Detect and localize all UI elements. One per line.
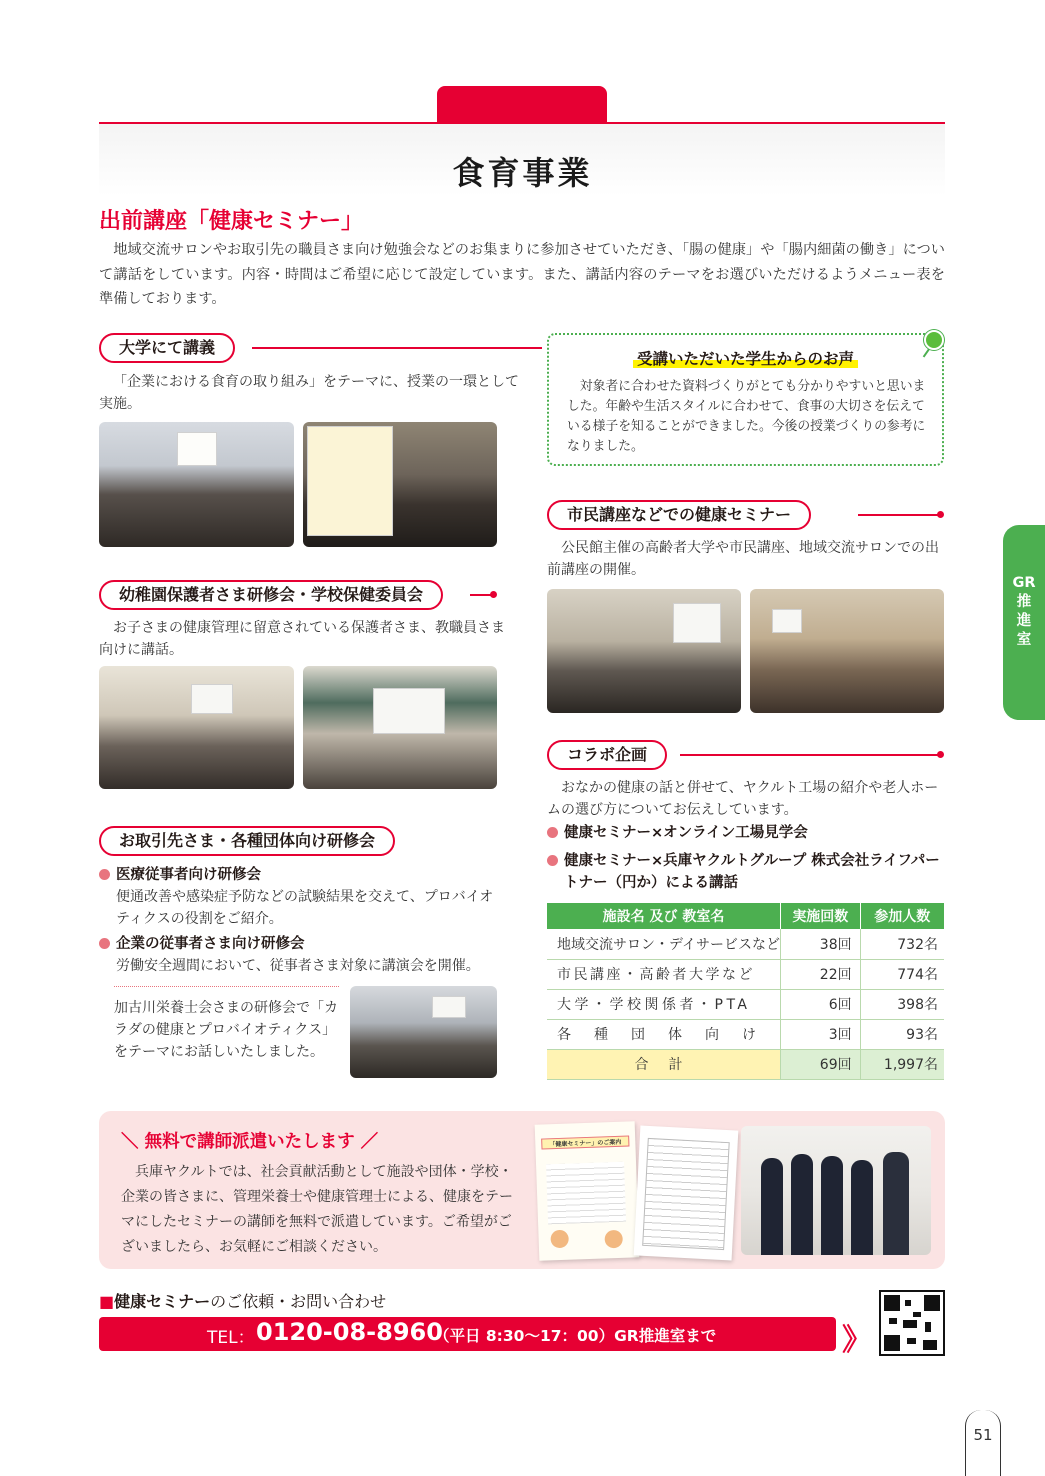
citizen-photo-2 xyxy=(750,589,944,713)
mascot-icon xyxy=(550,1230,569,1249)
projector-screen xyxy=(373,688,445,734)
inquiry-label-rest: のご依頼・お問い合わせ xyxy=(210,1292,387,1311)
flyer-title: 「健康セミナー」のご案内 xyxy=(541,1135,629,1149)
qr-code-icon[interactable] xyxy=(879,1290,945,1356)
table-cell: 地域交流サロン・デイサービスなど xyxy=(547,929,781,959)
bullet-dot xyxy=(547,855,558,866)
collab-bullet-2 xyxy=(547,850,947,894)
double-chevron-right-icon: 》 xyxy=(842,1323,872,1358)
table-row xyxy=(547,989,944,1019)
heading-collab: コラボ企画 xyxy=(547,740,667,770)
inquiry-label-bold: 健康セミナー xyxy=(114,1292,211,1311)
collab-bullet-2-text: 健康セミナー×兵庫ヤクルトグループ 株式会社ライフパートナー（円か）による講話 xyxy=(564,853,940,891)
mascot-icon xyxy=(604,1230,623,1249)
table-header: 施設名 及び 教室名 xyxy=(547,903,781,929)
divider xyxy=(114,986,339,987)
side-index-tab-label: GR推進室 xyxy=(1012,575,1036,648)
header-tab-decoration xyxy=(437,86,607,124)
table-row xyxy=(547,929,944,959)
kindergarten-text: お子さまの健康管理に留意されている保護者さま、教職員さま向けに講話。 xyxy=(99,620,505,658)
page-title: 食育事業 xyxy=(452,154,593,192)
inquiry-label xyxy=(99,1289,386,1312)
seminar-menu-sheet-image xyxy=(634,1126,739,1261)
heading-dot xyxy=(937,511,944,518)
table-header-row xyxy=(547,903,944,929)
heading-dot xyxy=(490,591,497,598)
university-photo-1 xyxy=(99,422,294,547)
table-cell: 398名 xyxy=(860,989,944,1019)
citizen-text: 公民館主催の高齢者大学や市民講座、地域交流サロンでの出前講座の開催。 xyxy=(547,540,939,578)
collab-bullet-1 xyxy=(547,823,808,844)
collab-text: おなかの健康の話と併せて、ヤクルト工場の紹介や老人ホームの選び方についてお伝えしています。 xyxy=(547,780,939,818)
bullet-dot xyxy=(547,827,558,838)
free-dispatch-title: ＼ 無料で講師派遣いたします ／ xyxy=(121,1132,379,1152)
clients-item2-text: 労働安全週間において、従事者さま対象に講演会を開催。 xyxy=(116,958,480,974)
table-row xyxy=(547,959,944,989)
table-cell: 1,997名 xyxy=(860,1049,944,1079)
table-cell: 732名 xyxy=(860,929,944,959)
inquiry-square-icon: ■ xyxy=(99,1292,115,1311)
kindergarten-photo-1 xyxy=(99,666,294,789)
collab-bullet-1-text: 健康セミナー×オンライン工場見学会 xyxy=(564,825,808,841)
projector-screen xyxy=(177,432,217,466)
table-cell: 22回 xyxy=(781,959,861,989)
staff-figure xyxy=(761,1158,783,1255)
heading-kindergarten: 幼稚園保護者さま研修会・学校保健委員会 xyxy=(99,580,443,610)
staff-figure xyxy=(883,1152,909,1255)
table-cell: 774名 xyxy=(860,959,944,989)
student-voice-text: 対象者に合わせた資料づくりがとても分かりやすいと思いました。年齢や生活スタイルに合わせて、食事の大切さを伝えている様子を知ることができました。今後の授業づくりの参考になりました。 xyxy=(567,379,926,454)
table-cell: 38回 xyxy=(781,929,861,959)
seminar-stats-table xyxy=(547,903,944,1080)
bullet-dot xyxy=(99,938,110,949)
projector-screen xyxy=(772,609,802,633)
table-cell: 69回 xyxy=(781,1049,861,1079)
clients-item2-label: 企業の従事者さま向け研修会 xyxy=(116,936,305,952)
projector-screen xyxy=(191,684,233,714)
projector-screen xyxy=(673,603,721,643)
staff-figure xyxy=(791,1154,813,1255)
clients-note: 加古川栄養士会さまの研修会で「カラダの健康とプロバイオティクス」をテーマにお話しいたしました。 xyxy=(114,1000,338,1060)
heading-university: 大学にて講義 xyxy=(99,333,235,363)
student-voice-box xyxy=(547,333,944,466)
clients-item1-title xyxy=(99,865,261,886)
table-cell: 93名 xyxy=(860,1019,944,1049)
tel-bar[interactable] xyxy=(99,1317,836,1351)
heading-citizen: 市民講座などでの健康セミナー xyxy=(547,500,811,530)
university-text: 「企業における食育の取り組み」をテーマに、授業の一環として実施。 xyxy=(99,374,519,412)
heading-line xyxy=(858,514,940,516)
student-voice-title-text: 受講いただいた学生からのお声 xyxy=(633,350,858,368)
table-cell: 6回 xyxy=(781,989,861,1019)
tel-label: TEL： xyxy=(207,1328,255,1348)
page-number: 51 xyxy=(973,1426,993,1444)
table-row xyxy=(547,1019,944,1049)
staff-figure xyxy=(851,1160,873,1255)
table-total-row xyxy=(547,1049,944,1079)
table-header: 参加人数 xyxy=(860,903,944,929)
citizen-photo-1 xyxy=(547,589,741,713)
heading-clients: お取引先さま・各種団体向け研修会 xyxy=(99,826,395,856)
university-photo-2 xyxy=(303,422,497,547)
flyer-body xyxy=(546,1162,626,1225)
table-cell: 各種団体向け xyxy=(547,1019,781,1049)
clients-item1-label: 医療従事者向け研修会 xyxy=(116,867,261,883)
clients-item1-text: 便通改善や感染症予防などの試験結果を交えて、プロバイオティクスの役割をご紹介。 xyxy=(116,889,494,927)
clients-item2-title xyxy=(99,934,305,955)
heading-line xyxy=(252,347,542,349)
bullet-dot xyxy=(99,869,110,880)
clients-photo xyxy=(350,986,497,1078)
table-cell: 合計 xyxy=(547,1049,781,1079)
free-dispatch-text: 兵庫ヤクルトでは、社会貢献活動として施設や団体・学校・企業の皆さまに、管理栄養士や健康管理士による、健康をテーマにしたセミナーの講師を無料で派遣しています。ご希望がございましたら、お気軽にご相談ください。 xyxy=(121,1164,513,1255)
table-cell: 市民講座・高齢者大学など xyxy=(547,959,781,989)
seminar-flyer-image xyxy=(535,1121,640,1260)
menu-sheet-lines xyxy=(642,1138,730,1250)
projector-screen xyxy=(432,996,466,1018)
heading-line xyxy=(470,594,492,596)
staff-figure xyxy=(821,1156,843,1255)
pin-icon xyxy=(924,330,944,350)
section-title: 出前講座「健康セミナー」 xyxy=(99,209,364,234)
projector-screen xyxy=(307,426,393,536)
heading-dot xyxy=(937,751,944,758)
tel-number[interactable]: 0120-08-8960 xyxy=(256,1318,443,1346)
table-cell: 3回 xyxy=(781,1019,861,1049)
tel-hours: （平日 8:30～17：00）GR推進室まで xyxy=(434,1327,717,1345)
section-intro: 地域交流サロンやお取引先の職員さま向け勉強会などのお集まりに参加させていただき、「腸の健康」や「腸内細菌の働き」について講話をしています。内容・時間はご希望に応じて設定しています。また、講話内容のテーマをお選びいただけるようメニュー表を準備しております。 xyxy=(99,242,945,307)
staff-photo xyxy=(741,1126,931,1255)
table-cell: 大学・学校関係者・PTA xyxy=(547,989,781,1019)
student-voice-title xyxy=(549,347,942,369)
heading-line xyxy=(680,754,940,756)
table-header: 実施回数 xyxy=(781,903,861,929)
kindergarten-photo-2 xyxy=(303,666,497,789)
